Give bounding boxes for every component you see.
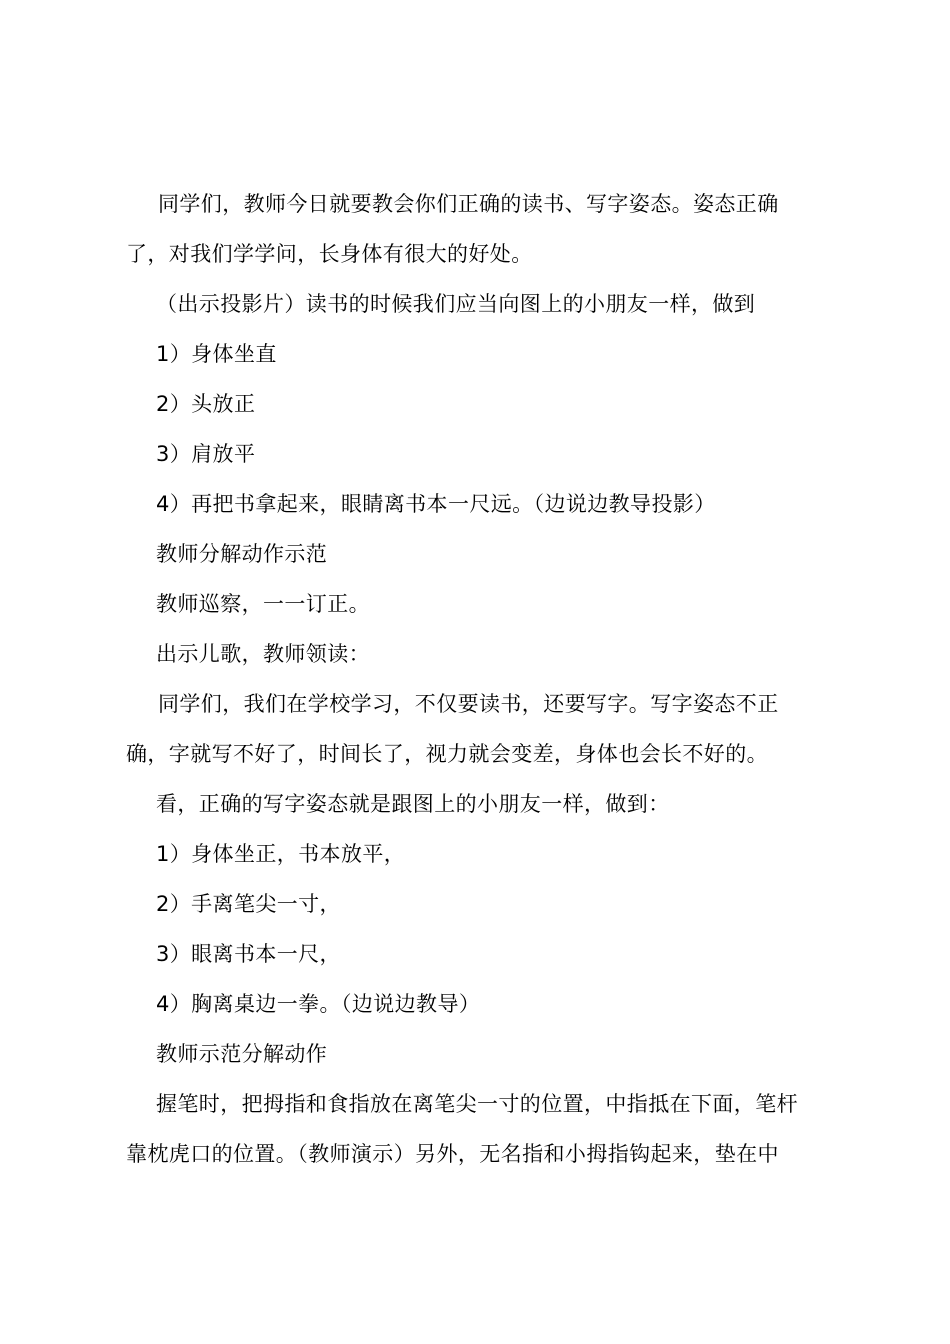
paragraph-line: 教师分解动作示范 <box>156 542 328 566</box>
list-item: 4）胸离桌边一拳。（边说边教导） <box>156 992 481 1016</box>
paragraph-line: 同学们，我们在学校学习，不仅要读书，还要写字。写字姿态不正 <box>158 692 779 716</box>
paragraph-line: 教师示范分解动作 <box>156 1042 328 1066</box>
list-item: 2）头放正 <box>156 392 256 416</box>
list-item: 3）眼离书本一尺， <box>156 942 341 966</box>
paragraph-line: 出示儿歌，教师领读： <box>156 642 370 666</box>
paragraph-line: 握笔时，把拇指和食指放在离笔尖一寸的位置，中指抵在下面，笔杆 <box>156 1092 798 1116</box>
list-item: 1）身体坐直 <box>156 342 277 366</box>
list-item: 1）身体坐正，书本放平， <box>156 842 406 866</box>
paragraph-line: 确，字就写不好了，时间长了，视力就会变差，身体也会长不好的。 <box>126 742 768 766</box>
list-item: 4）再把书拿起来，眼睛离书本一尺远。（边说边教导投影） <box>156 492 716 516</box>
paragraph-line: （出示投影片）读书的时候我们应当向图上的小朋友一样，做到 <box>156 292 756 316</box>
paragraph-line: 教师巡察，一一订正。 <box>156 592 370 616</box>
paragraph-line: 了，对我们学学问，长身体有很大的好处。 <box>126 242 533 266</box>
list-item: 2）手离笔尖一寸， <box>156 892 341 916</box>
paragraph-line: 同学们，教师今日就要教会你们正确的读书、写字姿态。姿态正确 <box>158 192 779 216</box>
list-item: 3）肩放平 <box>156 442 256 466</box>
paragraph-line: 看，正确的写字姿态就是跟图上的小朋友一样，做到： <box>156 792 670 816</box>
paragraph-line: 靠枕虎口的位置。（教师演示）另外，无名指和小拇指钩起来，垫在中 <box>126 1142 779 1166</box>
